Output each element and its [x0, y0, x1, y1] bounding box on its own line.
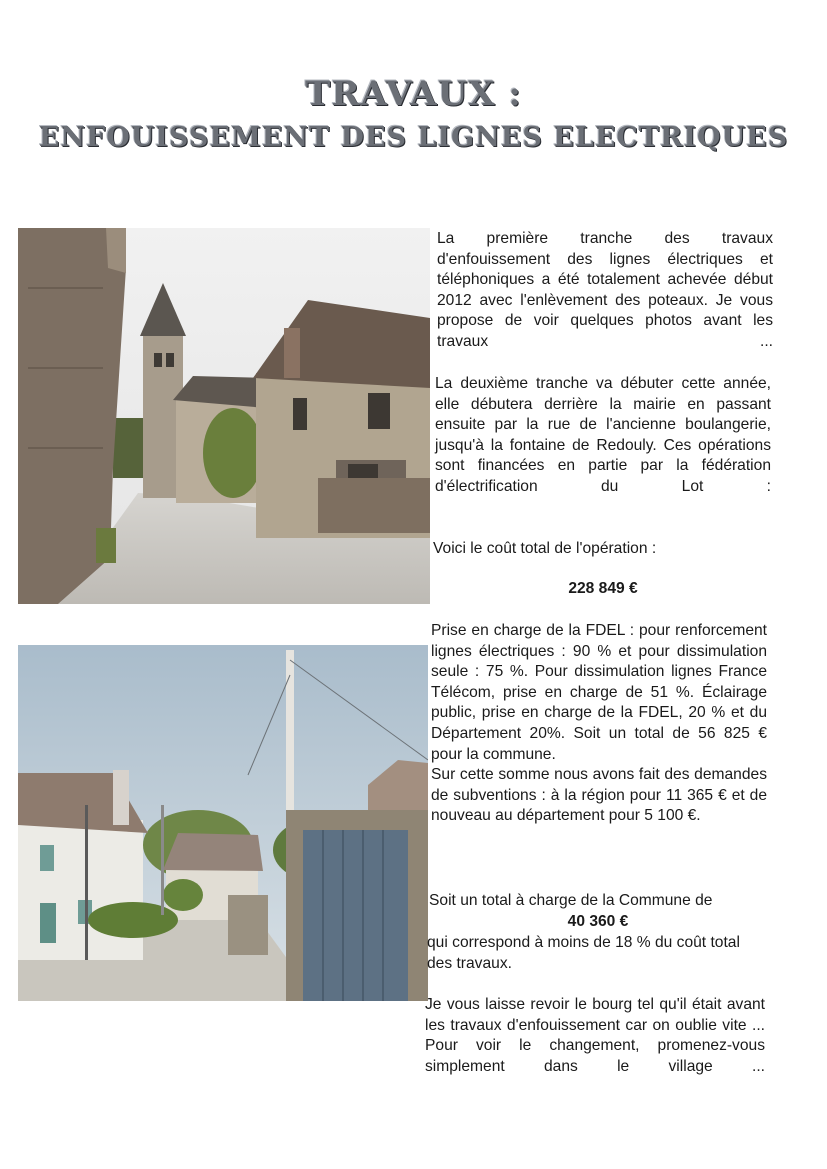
commune-share-amount: 40 360 €	[567, 913, 629, 930]
street-garage-photo	[18, 645, 428, 1001]
paragraph-funding-fdel: Prise en charge de la FDEL : pour renforcement lignes électriques : 90 % et pour dissimulation seule : 75 %. Pour dissimulation lignes France Télécom, prise en charge de 51 %. Éclairage public, prise en charge de la FDEL, 20 % et du Département 20%. Soit un total de 56 825 € pour la commune.	[431, 622, 767, 763]
paragraph-commune-share-intro: Soit un total à charge de la Commune de	[429, 892, 713, 909]
page-title: TRAVAUX :	[304, 74, 522, 114]
paragraph-second-phase: La deuxième tranche va débuter cette année, elle débutera derrière la mairie en passant ensuite par la rue de l'ancienne boulangerie, jusqu'à la fontaine de Redouly. Ces opérations sont financées en partie par la fédération d'électrification du Lot :	[435, 375, 771, 495]
page-subtitle: ENFOUISSEMENT DES LIGNES ELECTRIQUES	[38, 122, 789, 153]
total-cost-amount: 228 849 €	[568, 580, 638, 597]
paragraph-first-phase: La première tranche des travaux d'enfouissement des lignes électriques et téléphoniques a été totalement achevée début 2012 avec l'enlèvement des poteaux. Je vous propose de voir quelques photos avant les travaux ...	[437, 230, 773, 350]
paragraph-commune-share-percent: qui correspond à moins de 18 % du coût total des travaux.	[427, 934, 740, 972]
paragraph-total-cost-intro: Voici le coût total de l'opération :	[433, 540, 657, 557]
paragraph-funding-subsidies: Sur cette somme nous avons fait des demandes de subventions : à la région pour 11 365 € et de nouveau au département pour 5 100 €.	[431, 766, 767, 825]
street-church-photo	[18, 228, 430, 604]
paragraph-closing: Je vous laisse revoir le bourg tel qu'il était avant les travaux d'enfouissement car on oublie vite ... Pour voir le changement, promenez-vous simplement dans le village ...	[425, 996, 765, 1075]
paragraph-funding	[431, 621, 767, 827]
